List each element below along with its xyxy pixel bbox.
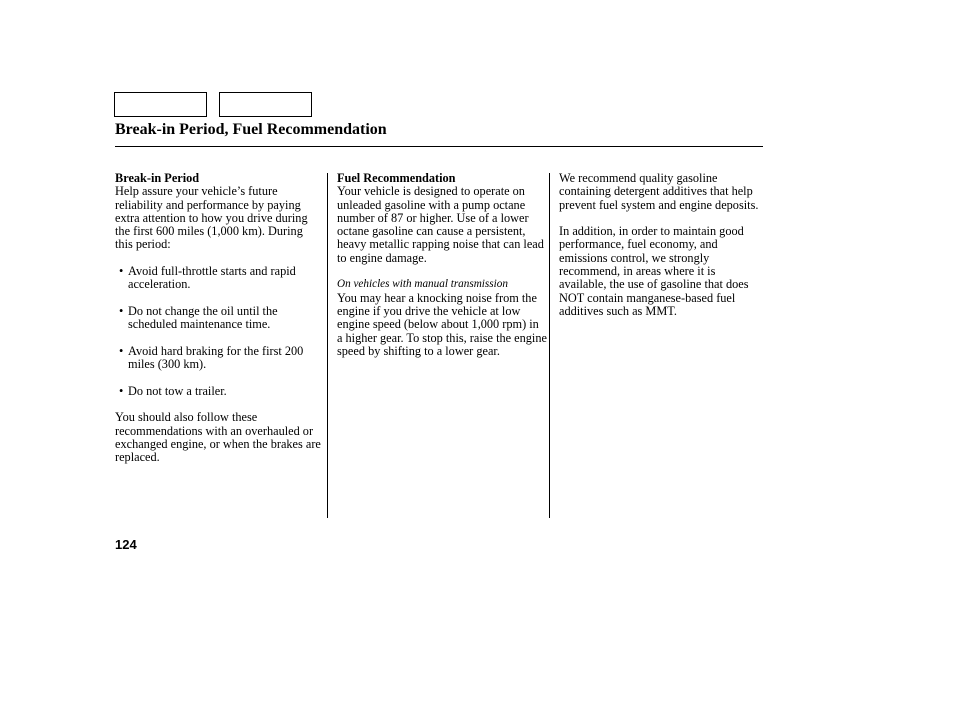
list-item: • Avoid hard braking for the first 200 miles (300 km). [115,345,321,372]
column-break-in [115,172,321,465]
column-divider-2 [549,173,550,518]
gasoline-para-1: We recommend quality gasoline containing detergent additives that help prevent fuel system and engine deposits. [559,171,759,212]
title-rule [115,146,763,147]
list-item: • Do not change the oil until the scheduled maintenance time. [115,305,321,332]
break-in-intro: Help assure your vehicle’s future reliability and performance by paying extra attention to how you drive during the first 600 miles (1,000 km). During this period: [115,184,308,252]
break-in-closing: You should also follow these recommendations with an overhauled or exchanged engine, or when the brakes are replaced. [115,410,321,465]
list-item: • Avoid full-throttle starts and rapid acceleration. [115,265,321,292]
page-title: Break-in Period, Fuel Recommendation [115,121,387,138]
column-divider-1 [327,173,328,518]
column-gasoline [559,172,765,318]
gasoline-para-2: In addition, in order to maintain good performance, fuel economy, and emissions control, we strongly recommend, in areas where it is available, the use of gasoline that does NOT contain manganese-based fuel additives such as MMT. [559,224,749,318]
break-in-bullet-list [115,265,321,398]
column-fuel [337,172,547,358]
manual-transmission-text: You may hear a knocking noise from the engine if you drive the vehicle at low engine speed (below about 1,000 rpm) in a higher gear. To stop this, raise the engine speed by shifting to a lower gear. [337,290,547,358]
list-item: • Do not tow a trailer. [115,385,321,398]
break-in-heading: Break-in Period [115,171,200,185]
fuel-heading: Fuel Recommendation [337,171,456,185]
page-number: 124 [115,537,137,552]
fuel-intro: Your vehicle is designed to operate on unleaded gasoline with a pump octane number of 87 or higher. Use of a lower octane gasoline can cause a persistent, heavy metallic rapping noise that can lead to engine damage. [337,184,544,265]
nav-tab-box-2[interactable] [219,92,312,117]
nav-tab-box-1[interactable] [114,92,207,117]
manual-transmission-note: On vehicles with manual transmission [337,278,508,291]
